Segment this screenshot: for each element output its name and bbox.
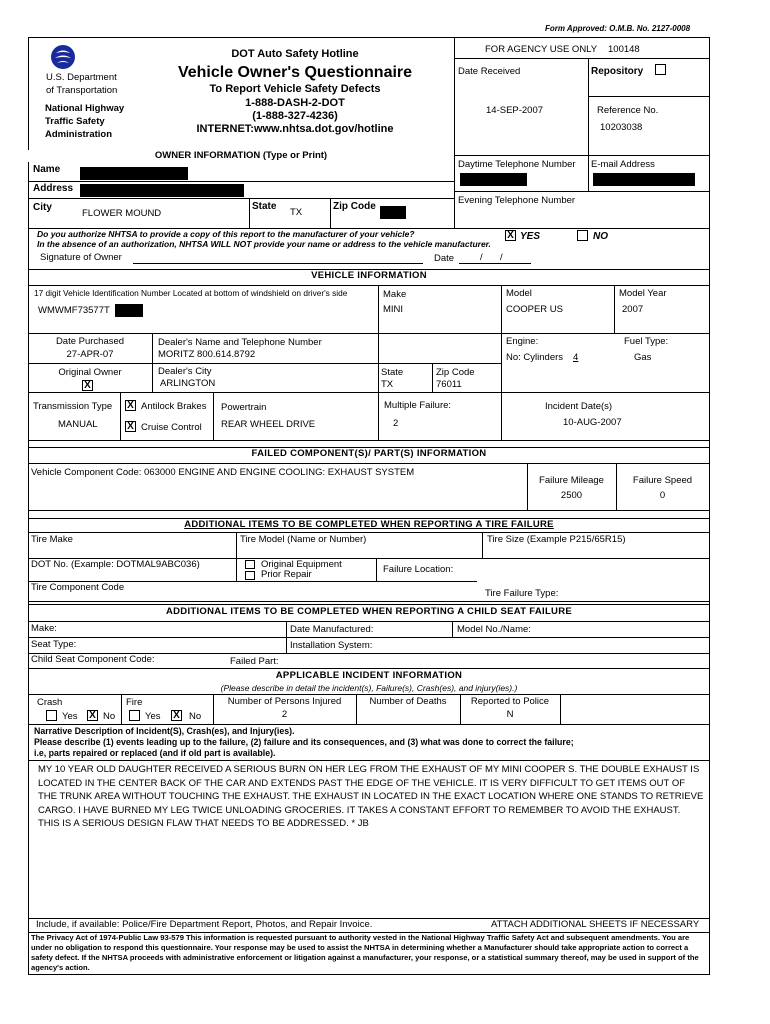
make-label: Make	[383, 289, 407, 300]
nhtsa-label-2: Traffic Safety	[45, 116, 105, 127]
dealer-value: MORITZ 800.614.8792	[158, 349, 256, 360]
date-sep-2: /	[500, 252, 503, 263]
tire-make-label: Tire Make	[31, 534, 73, 545]
day-phone-label: Daytime Telephone Number	[458, 159, 576, 170]
eve-phone-label: Evening Telephone Number	[458, 195, 576, 206]
purchased-value: 27-APR-07	[66, 349, 114, 360]
tire-model-label: Tire Model (Name or Number)	[240, 534, 367, 545]
fire-yes-label: Yes	[145, 711, 161, 722]
date-line[interactable]	[459, 263, 531, 264]
multi-failure-label: Multiple Failure:	[384, 400, 452, 411]
attach-note: ATTACH ADDITIONAL SHEETS IF NECESSARY	[491, 919, 700, 930]
crash-label: Crash	[37, 697, 63, 708]
repository-label: Repository	[591, 66, 644, 77]
narrative-label-1: Narrative Description of Incident(S), Crash(es), and Injury(ies).	[34, 726, 295, 736]
fuel-label: Fuel Type:	[624, 336, 669, 347]
redacted-email	[593, 173, 695, 186]
no-label: NO	[593, 231, 608, 242]
orig-equip-checkbox[interactable]	[245, 560, 255, 569]
prior-repair-label: Prior Repair	[261, 569, 312, 580]
dot-no-label: DOT No. (Example: DOTMAL9ABC036)	[31, 559, 200, 570]
crash-yes-checkbox[interactable]	[46, 710, 57, 721]
police-label: Reported to Police	[470, 696, 550, 707]
installation-label: Installation System:	[290, 640, 373, 651]
narrative-text: MY 10 YEAR OLD DAUGHTER RECEIVED A SERIOUS BURN ON HER LEG FROM THE EXHAUST OF MY MINI COOPER S. THE DOUBLE EXHAUST IS LOCATED IN THE CENTER BACK OF THE CAR AND EXTENDS PAST THE EDGE OF THE VEHICLE. IT IS VERY DIFFICULT TO GET ITEMS OUT OF THE TRUNK AREA WITHOUT TOUCHING THE EXHAUST. THE EXHAUST IN LOCATED IN THE EXACT LOCATION WHERE ONE STANDS TO RETRIEVE CARGO. I HAVE BURNED MY LEG TWICE UNLOADING GROCERIES. IT TAKES A CONSTANT EFFORT TO REMEMBER TO AVOID THE EXHAUST. THIS IS A SERIOUS DESIGN FLAW THAT NEEDS TO BE ADDRESSED. * JB	[38, 764, 704, 829]
state-value: TX	[290, 207, 303, 218]
incident-section-title: APPLICABLE INCIDENT INFORMATION	[275, 670, 463, 681]
fire-no-checkbox[interactable]: X	[171, 710, 182, 721]
incident-date-label: Incident Date(s)	[545, 401, 613, 412]
auth-no-checkbox[interactable]	[577, 230, 588, 241]
fire-label: Fire	[126, 697, 143, 708]
incident-date-value: 10-AUG-2007	[563, 417, 622, 428]
form-title: Vehicle Owner's Questionnaire	[177, 64, 413, 81]
child-make-label: Make:	[31, 623, 57, 634]
yes-label: YES	[520, 231, 541, 242]
injured-label: Number of Persons Injured	[227, 696, 342, 707]
redacted-zip	[380, 206, 406, 219]
component-code: Vehicle Component Code: 063000 ENGINE AND ENGINE COOLING: EXHAUST SYSTEM	[31, 467, 415, 478]
address-label: Address	[33, 183, 74, 194]
repository-checkbox[interactable]	[655, 64, 666, 75]
make-value: MINI	[383, 304, 404, 315]
privacy-act: The Privacy Act of 1974-Public Law 93-579 This information is requested pursuant to authority vested in the National Highway Traffic Safety Act and subsequent amendments. You are under no obligation to respond this questionnaire. Your response may be used to assist the NHTSA in determining whether a Manufacturer should take appropriate action to correct a safety defect. If the NHTSA proceeds with administrative enforcement or litigation against a manufacturer, your response, or a statistical summary thereof, may be used in support of the agency's action.	[31, 933, 699, 972]
city-value: FLOWER MOUND	[82, 208, 162, 219]
omb-number: Form Approved: O.M.B. No. 2127-0008	[545, 24, 691, 33]
tire-section-title: ADDITIONAL ITEMS TO BE COMPLETED WHEN REPORTING A TIRE FAILURE	[184, 519, 554, 530]
orig-owner-checkbox[interactable]: X	[82, 380, 93, 391]
child-section-title: ADDITIONAL ITEMS TO BE COMPLETED WHEN REPORTING A CHILD SEAT FAILURE	[165, 606, 573, 617]
narrative-label-3: i.e, parts repaired or replaced (and if old part is available).	[34, 748, 276, 758]
mileage-value: 2500	[560, 490, 583, 501]
abs-label: Antilock Brakes	[141, 401, 207, 412]
nhtsa-label-3: Administration	[45, 129, 113, 140]
transport-label: of Transportation	[46, 85, 118, 96]
speed-label: Failure Speed	[632, 475, 693, 486]
failed-part-label: Failed Part:	[230, 656, 279, 667]
redacted-name	[80, 167, 188, 180]
date-label: Date	[434, 253, 455, 264]
auth-question: Do you authorize NHTSA to provide a copy of this report to the manufacturer of your vehicle?	[37, 229, 415, 239]
vehicle-section-title: VEHICLE INFORMATION	[311, 270, 427, 281]
tire-size-label: Tire Size (Example P215/65R15)	[487, 534, 626, 545]
orig-equip-label: Original Equipment	[261, 559, 342, 570]
child-model-label: Model No./Name:	[457, 624, 531, 635]
signature-label: Signature of Owner	[40, 252, 122, 263]
model-label: Model	[506, 288, 532, 299]
prior-repair-checkbox[interactable]	[245, 571, 255, 580]
transmission-value: MANUAL	[58, 419, 98, 430]
dealer-state-value: TX	[381, 379, 394, 390]
fire-no-label: No	[189, 711, 202, 722]
zip-label: Zip Code	[333, 201, 376, 212]
subtitle-2: 1-888-DASH-2-DOT	[245, 97, 345, 109]
city-label: City	[33, 202, 52, 213]
transmission-label: Transmission Type	[33, 401, 113, 412]
mileage-label: Failure Mileage	[539, 475, 604, 486]
year-label: Model Year	[619, 288, 667, 299]
dealer-zip-value: 76011	[436, 379, 462, 390]
date-manufactured-label: Date Manufactured:	[290, 624, 374, 635]
tire-failure-type-label: Tire Failure Type:	[485, 588, 559, 599]
email-label: E-mail Address	[591, 159, 655, 170]
orig-owner-label: Original Owner	[58, 367, 122, 378]
subtitle-3: (1-888-327-4236)	[252, 110, 338, 122]
year-value: 2007	[622, 304, 644, 315]
include-note: Include, if available: Police/Fire Department Report, Photos, and Repair Invoice.	[36, 919, 373, 930]
narrative-label-2: Please describe (1) events leading up to the failure, (2) failure and its consequences, and (3) what was done to correct the failure;	[34, 737, 574, 747]
redacted-address	[80, 184, 244, 197]
vin-value: WMWMF73577T	[38, 305, 110, 316]
cruise-checkbox[interactable]: X	[125, 421, 136, 432]
crash-yes-label: Yes	[62, 711, 78, 722]
vin-label: 17 digit Vehicle Identification Number Located at bottom of windshield on driver's side	[34, 288, 348, 298]
model-value: COOPER US	[506, 304, 564, 315]
nhtsa-label-1: National Highway	[45, 103, 125, 114]
auth-yes-checkbox[interactable]: X	[505, 230, 516, 241]
purchased-label: Date Purchased	[55, 336, 125, 347]
dot-logo-icon	[50, 44, 76, 70]
agency-label: FOR AGENCY USE ONLY	[485, 44, 598, 55]
date-sep-1: /	[480, 252, 483, 263]
redacted-vin	[115, 304, 143, 317]
signature-line[interactable]	[133, 263, 423, 264]
crash-no-label: No	[103, 711, 116, 722]
name-label: Name	[33, 164, 61, 175]
failure-location-label: Failure Location:	[383, 564, 454, 575]
deaths-label: Number of Deaths	[369, 696, 447, 707]
seat-type-label: Seat Type:	[31, 639, 77, 650]
agency-number: 100148	[608, 44, 640, 55]
dealer-zip-label: Zip Code	[436, 367, 475, 378]
speed-value: 0	[659, 490, 666, 501]
cylinders-value: 4	[573, 352, 579, 363]
injured-value: 2	[281, 709, 288, 720]
police-value: N	[506, 709, 514, 720]
auth-note: In the absence of an authorization, NHTSA WILL NOT provide your name or address to the vehicle manufacturer.	[37, 239, 491, 249]
subtitle-4: INTERNET:www.nhtsa.dot.gov/hotline	[196, 123, 394, 135]
reference-number: 10203038	[600, 122, 643, 133]
multi-failure-value: 2	[393, 418, 399, 429]
dept-label: U.S. Department	[46, 72, 117, 83]
cylinders-label: No: Cylinders	[506, 352, 564, 363]
fire-yes-checkbox[interactable]	[129, 710, 140, 721]
failed-section-title: FAILED COMPONENT(S)/ PART(S) INFORMATION	[251, 448, 487, 459]
dealer-state-label: State	[381, 367, 404, 378]
incident-note: (Please describe in detail the incident(s), Failure(s), Crash(es), and injury(ies).)	[220, 683, 518, 693]
abs-checkbox[interactable]: X	[125, 400, 136, 411]
powertrain-label: Powertrain	[221, 402, 267, 413]
child-component-label: Child Seat Component Code:	[31, 654, 155, 665]
tire-component-label: Tire Component Code	[31, 582, 125, 593]
state-label: State	[252, 201, 277, 212]
hotline-label: DOT Auto Safety Hotline	[231, 48, 359, 60]
date-received-label: Date Received	[458, 66, 521, 77]
dealer-label: Dealer's Name and Telephone Number	[158, 337, 322, 348]
owner-section-title: OWNER INFORMATION (Type or Print)	[28, 150, 454, 162]
date-received: 14-SEP-2007	[486, 105, 544, 116]
engine-label: Engine:	[506, 336, 539, 347]
crash-no-checkbox[interactable]: X	[87, 710, 98, 721]
reference-label: Reference No.	[597, 105, 659, 116]
dealer-city-value: ARLINGTON	[160, 378, 216, 389]
fuel-value: Gas	[634, 352, 652, 363]
subtitle-1: To Report Vehicle Safety Defects	[209, 83, 381, 95]
cruise-label: Cruise Control	[141, 422, 202, 433]
powertrain-value: REAR WHEEL DRIVE	[221, 419, 316, 430]
redacted-day-phone	[460, 173, 527, 186]
dealer-city-label: Dealer's City	[158, 366, 212, 377]
